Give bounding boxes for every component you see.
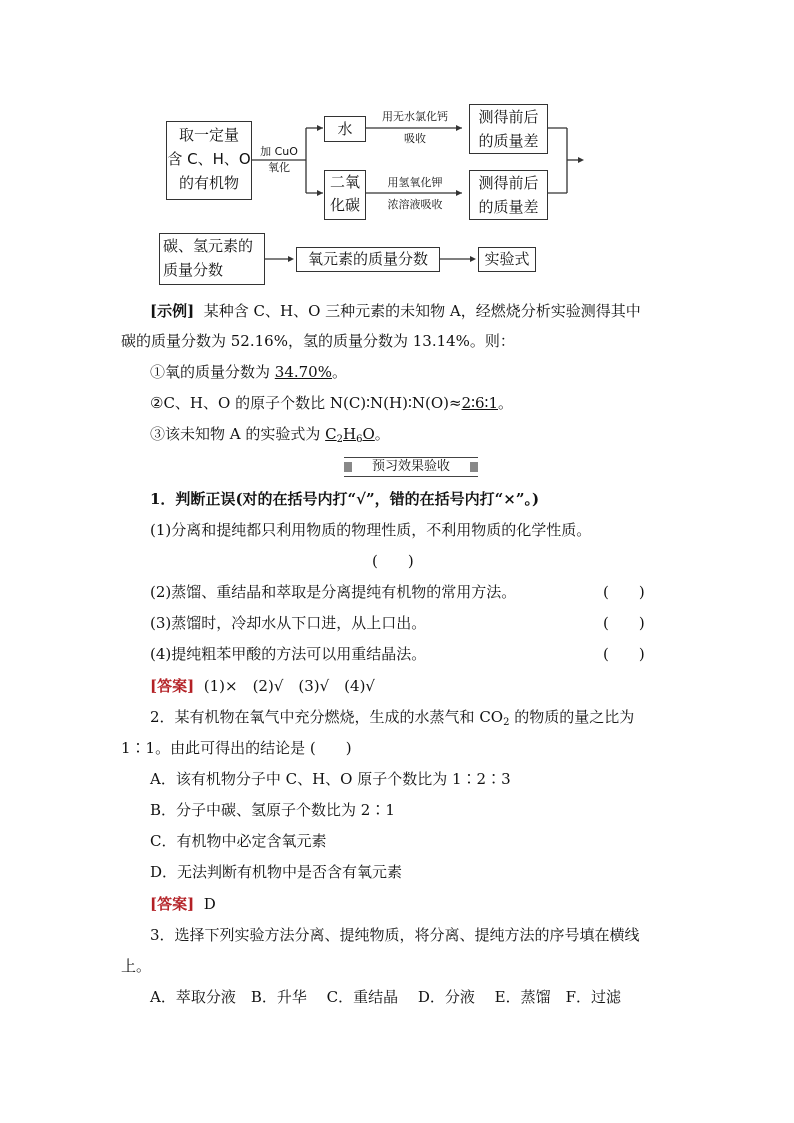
flow-water-box [324,116,366,142]
q3-options: A．萃取分液 B．升华 C．重结晶 D．分液 E．蒸馏 F．过滤 [150,988,622,1006]
flow-step-cuo-line1: 加 CuO [260,145,298,158]
q1-title: 1．判断正误(对的在括号内打“√”，错的在括号内打“×”。) [150,490,540,508]
example-q3 [150,424,390,444]
q2-line1 [150,707,634,727]
flow-co2-line2: 化碳 [329,196,360,214]
flow-o-fraction-box [296,247,440,272]
q1-answer [150,676,375,696]
flow-measure-box-2 [469,170,548,220]
q1-answer-text: (1)× (2)√ (3)√ (4)√ [203,677,375,695]
q2-line2: 1∶1。由此可得出的结论是 ( ) [121,739,352,757]
flow-water-label: 水 [337,120,353,138]
flow-start-line1: 取一定量 [178,126,239,144]
flow-empirical-box [478,247,536,272]
q1-item-1-paren: ( ) [372,552,414,570]
example-line2 [121,331,515,351]
flow-absorb-co2-line2: 浓溶液吸收 [387,198,443,211]
formula-o: O [362,425,375,443]
example-q1 [150,362,347,382]
example-label: [示例] [150,302,195,320]
flow-measure-box-1 [469,104,548,154]
flow-ch-fraction-box [159,233,265,285]
q2-option-d: D．无法判断有机物中是否含有氧元素 [150,863,403,881]
q2-answer [150,894,216,914]
example-q3-prefix: ③该未知物 A 的实验式为 [150,425,326,443]
q2-line1-end: 的物质的量之比为 [509,708,635,726]
flow-measure1-line2: 的质量差 [478,132,539,150]
example-text2: 碳的质量分数为 52.16%，氢的质量分数为 13.14%。则： [121,332,515,350]
q2-option-a: A．该有机物分子中 C、H、O 原子个数比为 1∶2∶3 [150,770,511,788]
example-q1-answer: 34.70% [274,363,332,381]
q2-line1-text: 2．某有机物在氧气中充分燃烧，生成的水蒸气和 CO [150,708,504,726]
flow-absorb-water-line2: 吸收 [404,132,426,145]
flow-measure2-line2: 的质量差 [478,198,539,216]
flow-start-box [166,121,252,200]
flow-step-cuo-line2: 氧化 [268,161,290,174]
flow-co2-box [324,170,366,220]
flow-o-fraction-label: 氧元素的质量分数 [307,250,428,268]
q2-sub2: 2 [503,717,510,728]
q1-item-3: (3)蒸馏时，冷却水从下口进，从上口出。 [150,614,427,632]
q2-option-b: B．分子中碳、氢原子个数比为 2∶1 [150,801,395,819]
example-q3-formula [325,425,375,443]
q1-item-2: (2)蒸馏、重结晶和萃取是分离提纯有机物的常用方法。 [150,583,517,601]
example-q2 [150,393,513,413]
example-text1: 某种含 C、H、O 三种元素的未知物 A，经燃烧分析实验测得其中 [203,302,641,320]
q3-line2: 上。 [121,957,152,975]
flow-start-line3: 的有机物 [178,174,239,192]
q2-answer-text: D [203,895,216,913]
example-q1-suffix: 。 [331,363,347,381]
formula-h: H [343,425,357,443]
flow-absorb-co2-line1: 用氢氧化钾 [387,176,443,189]
example-q2-answer: 2∶6∶1 [461,394,499,412]
flow-measure2-line1: 测得前后 [478,174,539,192]
flow-measure1-line1: 测得前后 [478,108,539,126]
example-q2-prefix: ②C、H、O 的原子个数比 N(C)∶N(H)∶N(O)≈ [150,394,462,412]
formula-sub-6: 6 [356,434,363,445]
section-banner-label: 预习效果验收 [371,459,450,474]
flow-co2-line1: 二氧 [329,173,360,191]
q3-line1: 3．选择下列实验方法分离、提纯物质，将分离、提纯方法的序号填在横线 [150,926,640,944]
flow-absorb-water-line1: 用无水氯化钙 [382,110,448,123]
flow-start-line2: 含 C、H、O [167,150,251,168]
q1-item-3-paren: ( ) [603,614,645,632]
q2-answer-label: [答案] [150,895,195,913]
example-line1 [150,301,641,321]
flow-ch-line1: 碳、氢元素的 [163,237,254,255]
example-q2-suffix: 。 [498,394,514,412]
formula-c: C [325,425,337,443]
example-q3-suffix: 。 [374,425,390,443]
q1-item-1: (1)分离和提纯都只利用物质的物理性质，不利用物质的化学性质。 [150,521,592,539]
flow-step-cuo [254,144,304,176]
flow-absorb-water [370,108,460,148]
formula-sub-2: 2 [336,434,343,445]
flow-ch-line2: 质量分数 [163,261,224,279]
q2-option-c: C．有机物中必定含氧元素 [150,832,327,850]
q1-item-2-paren: ( ) [603,583,645,601]
flow-empirical-label: 实验式 [484,250,530,268]
example-q1-prefix: ①氧的质量分数为 [150,363,275,381]
q1-item-4: (4)提纯粗苯甲酸的方法可以用重结晶法。 [150,645,427,663]
flow-absorb-co2 [370,174,460,214]
q1-item-4-paren: ( ) [603,645,645,663]
section-banner [344,457,478,477]
q1-answer-label: [答案] [150,677,195,695]
